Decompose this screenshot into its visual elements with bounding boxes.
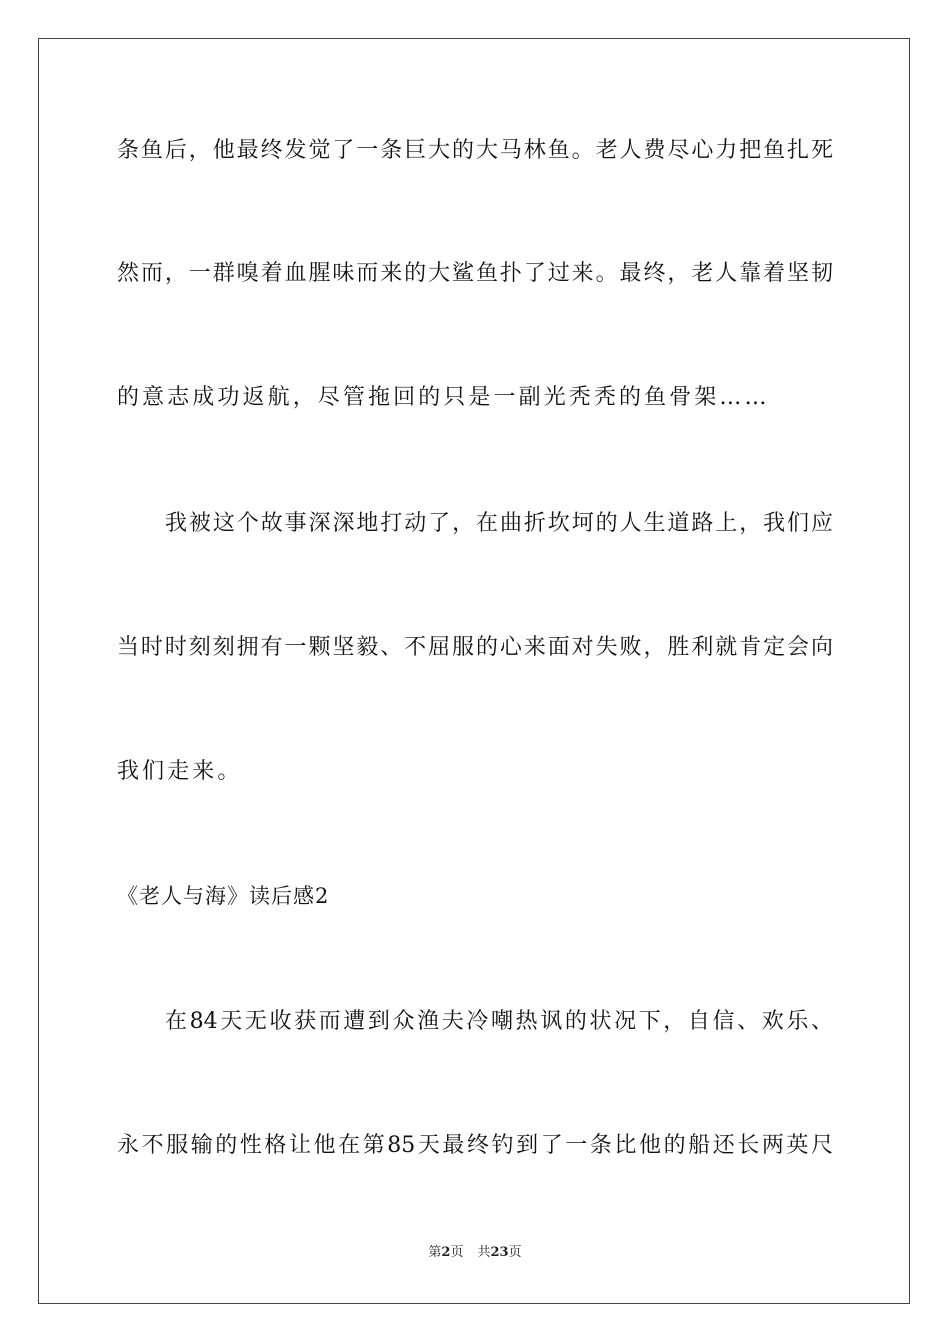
section-heading: 《老人与海》读后感2: [117, 884, 330, 908]
body-line-7: 在84天无收获而遭到众渔夫冷嘲热讽的状况下，自信、欢乐、: [165, 1009, 833, 1034]
body-line-3: 的意志成功返航，尽管拖回的只是一副光秃秃的鱼骨架……: [117, 385, 770, 410]
body-line-5: 当时时刻刻拥有一颗坚毅、不屈服的心来面对失败，胜利就肯定会向: [117, 635, 833, 660]
total-pages: 23: [490, 1245, 509, 1260]
page-suffix: 页: [450, 1245, 464, 1260]
page-prefix: 第: [428, 1245, 442, 1260]
page-border: [38, 38, 910, 1304]
body-line-4: 我被这个故事深深地打动了，在曲折坎坷的人生道路上，我们应: [165, 511, 833, 536]
total-prefix: 共: [477, 1245, 491, 1260]
page-number: 2: [441, 1245, 451, 1260]
page-footer: [0, 1244, 950, 1262]
body-line-2: 然而，一群嗅着血腥味而来的大鲨鱼扑了过来。最终，老人靠着坚韧: [117, 261, 833, 286]
body-line-6: 我们走来。: [117, 759, 243, 784]
body-line-1: 条鱼后，他最终发觉了一条巨大的大马林鱼。老人费尽心力把鱼扎死: [117, 138, 833, 163]
total-suffix: 页: [508, 1245, 522, 1260]
body-line-8: 永不服输的性格让他在第85天最终钓到了一条比他的船还长两英尺: [117, 1133, 833, 1158]
